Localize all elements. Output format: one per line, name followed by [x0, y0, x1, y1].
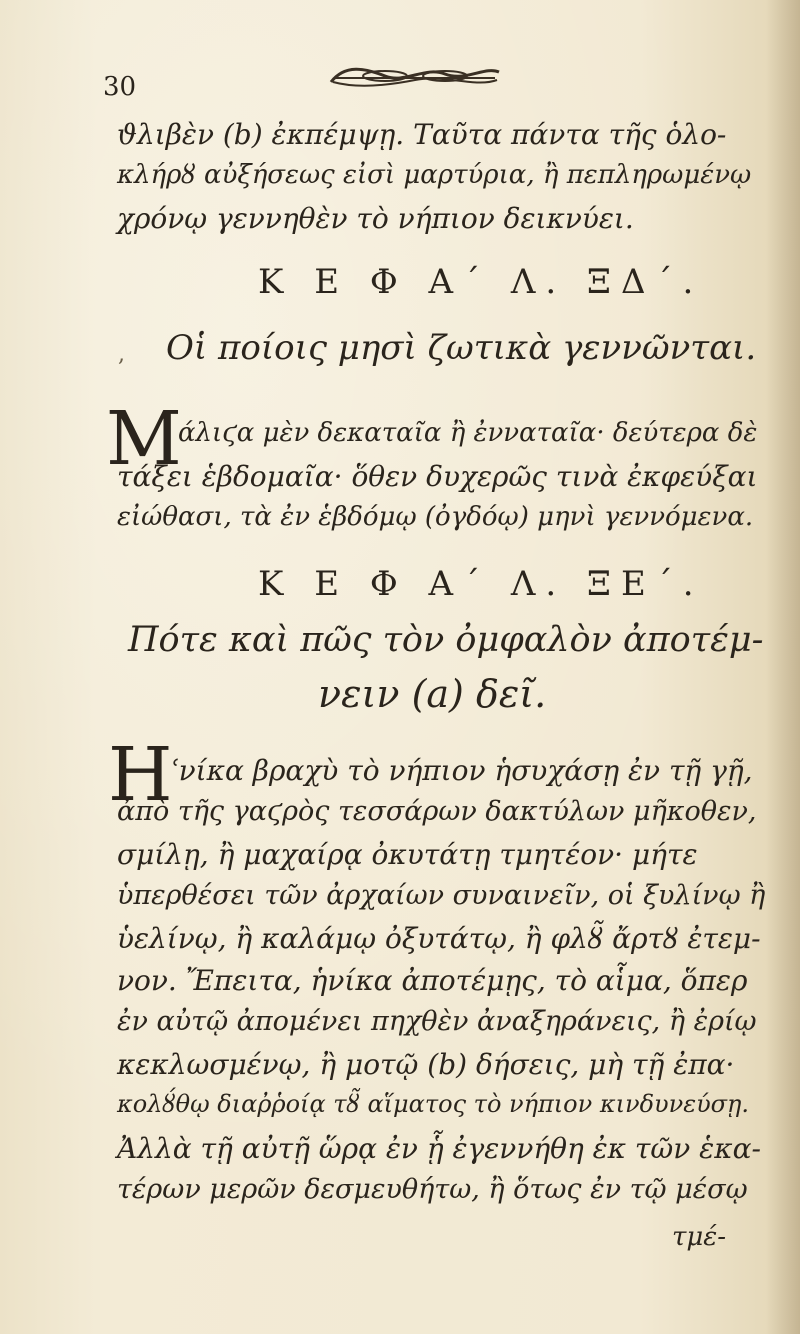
catchword: τμέ- [672, 1222, 727, 1252]
text-line: κλήρȣ αὐξήσεως εἰσὶ μαρτύρια, ἢ πεπληρωμένῳ [117, 160, 752, 190]
text-line: τέρων μερῶν δεσμευθήτω, ἢ ὅτως ἐν τῷ μέσῳ [117, 1174, 748, 1205]
text-line: χρόνῳ γεννηθὲν τὸ νήπιον δεικνύει. [117, 202, 634, 235]
text-line: νον. Ἔπειτα, ἡνίκα ἀποτέμῃς, τὸ αἷμα, ὅπερ [117, 964, 748, 997]
chapter-title-65-line2: νειν (a) δεῖ. [318, 672, 547, 716]
margin-mark: , [118, 342, 125, 367]
text-line: τάξει ἑβδομαῖα· ὅθεν δυχερῶς τινὰ ἐκφεύξαι [117, 460, 758, 493]
text-line: σμίλῃ, ἢ μαχαίρᾳ ὀκυτάτῃ τμητέον· μήτε [117, 838, 698, 871]
drop-cap: Μ [106, 396, 182, 482]
text-line: ϑλιβὲν (b) ἐκπέμψῃ. Ταῦτα πάντα τῆς ὁλο- [117, 118, 727, 151]
text-line: ἀπὸ τῆς γαϛρὸς τεσσάρων δακτύλων μῆκοθεν, [117, 796, 757, 827]
page-edge-shadow [766, 0, 800, 1334]
text-line: κολȣ́θῳ διαῤῥοίᾳ τȣ̃ αἵματος τὸ νήπιον κινδυνεύσῃ. [117, 1090, 750, 1118]
chapter-heading-64: Κ Ε Φ Α΄ Λ. ΞΔ΄. [258, 262, 704, 302]
text-line: άλιϛα μὲν δεκαταῖα ἢ ἐνναταῖα· δεύτερα δὲ [178, 418, 758, 448]
chapter-title-65-line1: Πότε καὶ πῶς τὸν ὀμφαλὸν ἀποτέμ- [128, 620, 764, 660]
text-line: ʿνίκα βραχὺ τὸ νήπιον ἡσυχάσῃ ἐν τῇ γῇ, [170, 754, 753, 787]
drop-cap: Η [108, 732, 173, 818]
chapter-heading-65: Κ Ε Φ Α΄ Λ. ΞΕ΄. [258, 564, 704, 604]
text-line: κεκλωσμένῳ, ἢ μοτῷ (b) δήσεις, μὴ τῇ ἐπα· [117, 1048, 735, 1081]
text-line: ὑπερθέσει τῶν ἀρχαίων συναινεῖν, οἱ ξυλίνῳ ἢ [117, 880, 766, 911]
text-line: Ἀλλὰ τῇ αὐτῇ ὥρᾳ ἐν ᾗ ἐγεννήθη ἐκ τῶν ἑκα- [117, 1132, 761, 1165]
text-line: ἐν αὐτῷ ἀπομένει πηχθὲν ἀναξηράνεις, ἢ ἐρίῳ [117, 1006, 757, 1037]
text-line: ὑελίνῳ, ἢ καλάμῳ ὀξυτάτῳ, ἢ φλȣ̃ ἄρτȣ ἐτεμ- [117, 922, 761, 955]
page-number: 30 [103, 72, 137, 102]
decorative-rule-icon [325, 58, 505, 92]
chapter-title-64: Οἱ ποίοις μησὶ ζωτικὰ γεννῶνται. [166, 328, 757, 368]
text-line: εἰώθασι, τὰ ἐν ἑβδόμῳ (ὀγδόῳ) μηνὶ γεννόμενα. [117, 502, 754, 532]
